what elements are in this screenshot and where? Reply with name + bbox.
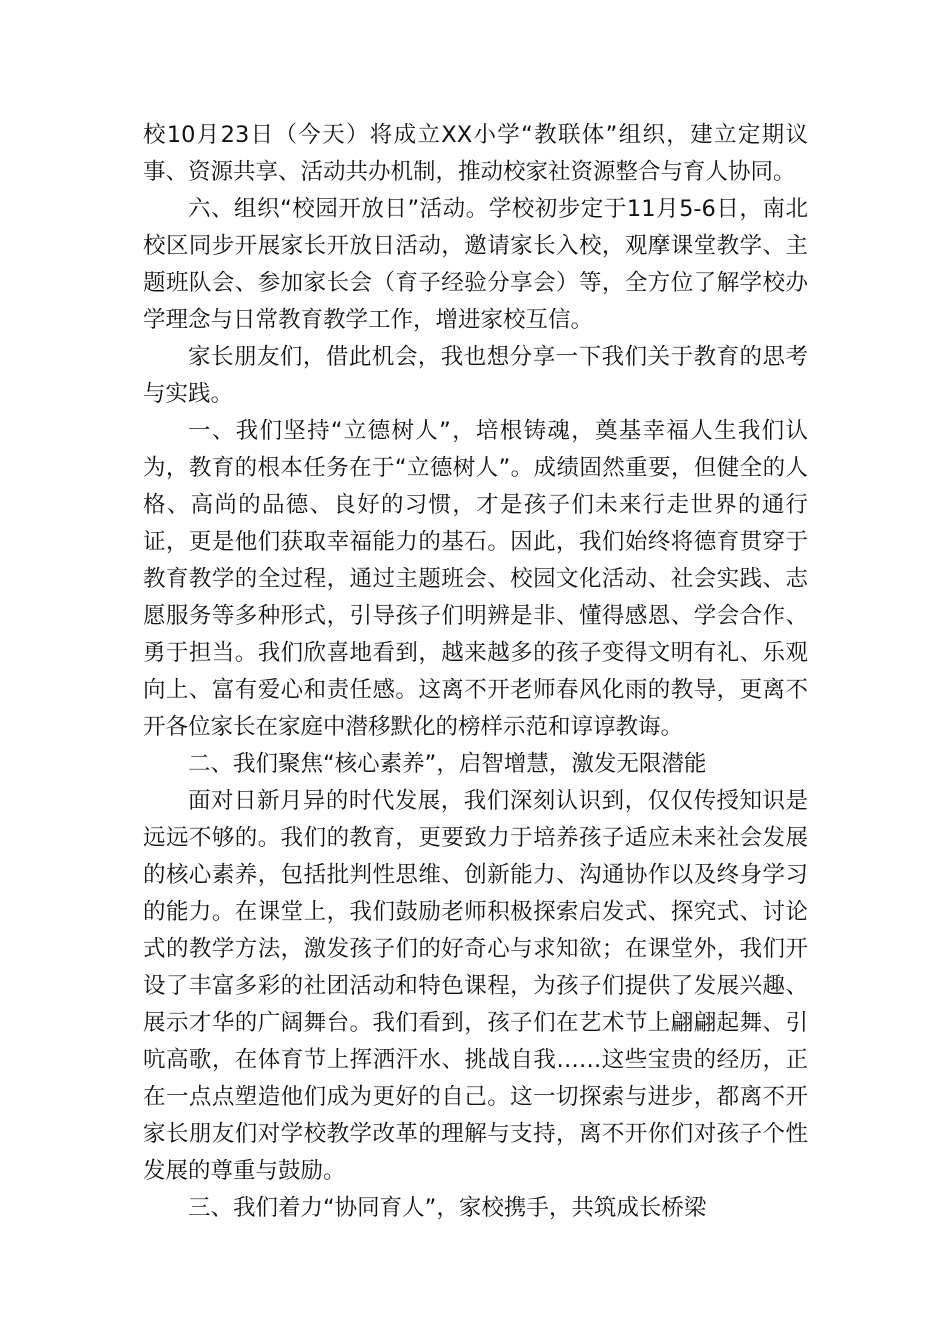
paragraph-open-day: 六、组织“校园开放日”活动。学校初步定于11月5-6日，南北校区同步开展家长开放日活动，邀请家长入校，观摩课堂教学、主题班队会、参加家长会（育子经验分享会）等，全方位了解学校办学理念与日常教育教学工作，增进家校互信。 xyxy=(143,196,808,333)
paragraph-continuation: 校10月23日（今天）将成立XX小学“教联体”组织，建立定期议事、资源共享、活动共办机制，推动校家社资源整合与育人协同。 xyxy=(143,122,808,185)
document-body xyxy=(143,117,808,1227)
paragraph-core-literacy: 面对日新月异的时代发展，我们深刻认识到，仅仅传授知识是远远不够的。我们的教育，更要致力于培养孩子适应未来社会发展的核心素养，包括批判性思维、创新能力、沟通协作以及终身学习的能力。在课堂上，我们鼓励老师积极探索启发式、探究式、讨论式的教学方法，激发孩子们的好奇心与求知欲；在课堂外，我们开设了丰富多彩的社团活动和特色课程，为孩子们提供了发展兴趣、展示才华的广阔舞台。我们看到，孩子们在艺术节上翩翩起舞、引吭高歌，在体育节上挥洒汗水、挑战自我……这些宝贵的经历，正在一点点塑造他们成为更好的自己。这一切探索与进步，都离不开家长朋友们对学校教学改革的理解与支持，离不开你们对孩子个性发展的尊重与鼓励。 xyxy=(143,788,808,1184)
section-heading-core-literacy: 二、我们聚焦“核心素养”，启智增慧，激发无限潜能 xyxy=(188,751,707,777)
paragraph-moral-education: 一、我们坚持“立德树人”，培根铸魂，奠基幸福人生我们认为，教育的根本任务在于“立德树人”。成绩固然重要，但健全的人格、高尚的品德、良好的习惯，才是孩子们未来行走世界的通行证，更是他们获取幸福能力的基石。因此，我们始终将德育贯穿于教育教学的全过程，通过主题班会、校园文化活动、社会实践、志愿服务等多种形式，引导孩子们明辨是非、懂得感恩、学会合作、勇于担当。我们欣喜地看到，越来越多的孩子变得文明有礼、乐观向上、富有爱心和责任感。这离不开老师春风化雨的教导，更离不开各位家长在家庭中潜移默化的榜样示范和谆谆教诲。 xyxy=(143,418,808,740)
section-heading-collaboration: 三、我们着力“协同育人”，家校携手，共筑成长桥梁 xyxy=(188,1195,707,1221)
paragraph-parents-intro: 家长朋友们，借此机会，我也想分享一下我们关于教育的思考与实践。 xyxy=(143,344,808,407)
